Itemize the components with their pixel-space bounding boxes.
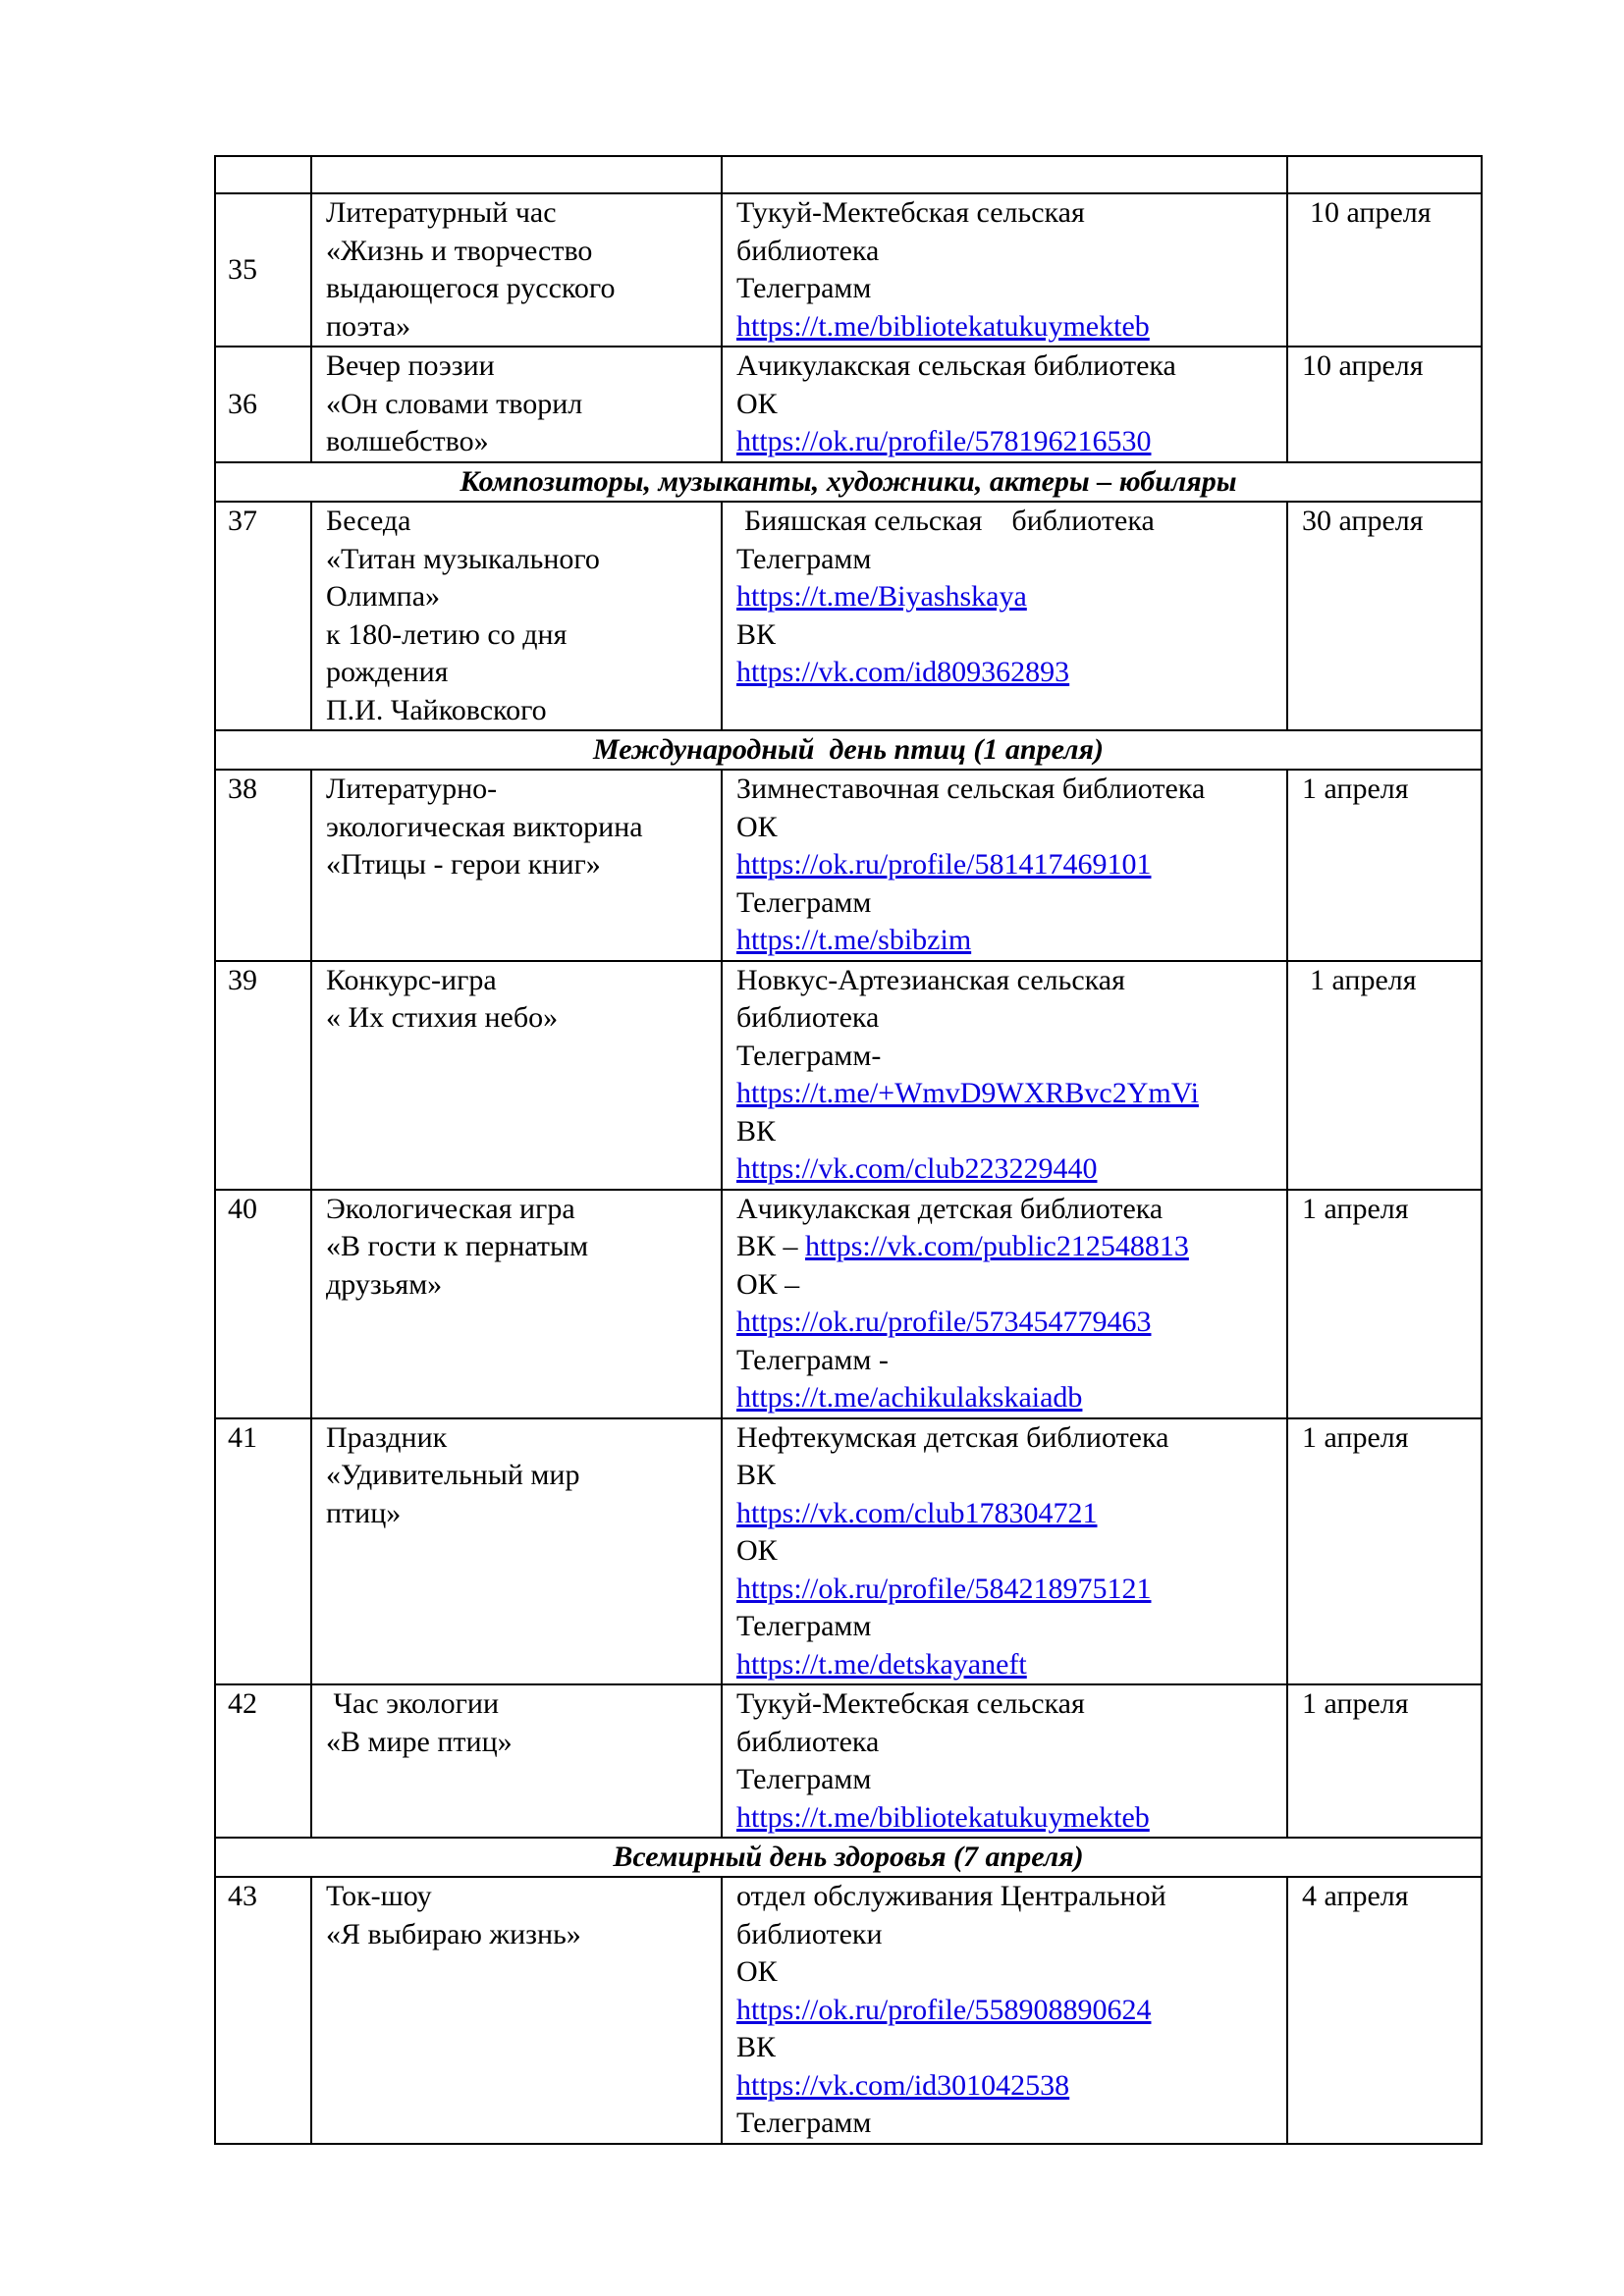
platform-label: ВК	[736, 2031, 777, 2063]
library-name: Нефтекумская детская библиотека	[736, 1420, 1169, 1454]
section-row	[215, 1838, 1482, 1877]
event-title-line: Праздник	[326, 1420, 448, 1454]
row-number: 39	[215, 961, 311, 1190]
platform-label: Телеграмм	[736, 2107, 872, 2139]
table-row	[215, 1418, 1482, 1685]
row-number: 36	[215, 347, 311, 462]
event-title-line: Конкурс-игра	[326, 963, 497, 996]
section-row	[215, 730, 1482, 770]
event-place-cell	[722, 193, 1287, 347]
library-name: библиотеки	[736, 1917, 883, 1950]
event-title-line: «Я выбираю жизнь»	[326, 1917, 581, 1950]
event-title-line: П.И. Чайковского	[326, 693, 547, 726]
platform-label: ВК	[736, 617, 777, 651]
telegram-link[interactable]: https://t.me/sbibzim	[736, 924, 972, 956]
section-heading: Всемирный день здоровья (7 апреля)	[215, 1838, 1482, 1877]
event-title-cell	[311, 347, 722, 462]
event-title-cell	[311, 193, 722, 347]
event-title-line: друзьям»	[326, 1267, 443, 1301]
telegram-link[interactable]: https://t.me/+WmvD9WXRBvc2YmVi	[736, 1077, 1199, 1109]
telegram-link[interactable]: https://t.me/Biyashskaya	[736, 580, 1027, 613]
event-title-line: экологическая викторина	[326, 810, 643, 843]
platform-label: Телеграмм -	[736, 1343, 889, 1376]
vk-link[interactable]: https://vk.com/public212548813	[805, 1230, 1189, 1262]
ok-link[interactable]: https://ok.ru/profile/581417469101	[736, 848, 1152, 881]
event-title-cell	[311, 1877, 722, 2144]
event-title-cell	[311, 1684, 722, 1838]
table-row	[215, 193, 1482, 347]
ok-link[interactable]: https://ok.ru/profile/573454779463	[736, 1306, 1152, 1338]
header-cell	[215, 156, 311, 193]
event-date: 1 апреля	[1287, 770, 1482, 961]
telegram-link[interactable]: https://t.me/achikulakskaiadb	[736, 1381, 1083, 1414]
telegram-link[interactable]: https://t.me/bibliotekatukuymekteb	[736, 309, 1150, 343]
event-title-line: рождения	[326, 656, 449, 688]
event-title-line: Литературный час	[326, 196, 557, 229]
platform-label: Телеграмм	[736, 1763, 872, 1795]
event-date: 1 апреля	[1287, 961, 1482, 1190]
row-number: 35	[215, 193, 311, 347]
vk-link[interactable]: https://vk.com/id809362893	[736, 656, 1070, 688]
event-title-line: выдающегося русского	[326, 272, 616, 304]
platform-label: Телеграмм	[736, 885, 872, 919]
event-date: 10 апреля	[1287, 347, 1482, 462]
vk-link[interactable]: https://vk.com/club178304721	[736, 1496, 1098, 1529]
platform-label: ОК	[736, 1534, 778, 1567]
event-title-line: Беседа	[326, 505, 411, 537]
table-row	[215, 1877, 1482, 2144]
telegram-link[interactable]: https://t.me/detskayaneft	[736, 1647, 1027, 1681]
library-name: Зимнеставочная сельская библиотека	[736, 773, 1206, 805]
platform-label: ВК –	[736, 1230, 806, 1262]
platform-label: ВК	[736, 1459, 777, 1491]
event-date: 30 апреля	[1287, 502, 1482, 730]
event-title-line: Ток-шоу	[326, 1880, 432, 1912]
library-name: Ачикулакская сельская библиотека	[736, 349, 1176, 382]
row-number: 41	[215, 1418, 311, 1685]
table-row	[215, 502, 1482, 730]
event-title-line: «Удивительный мир	[326, 1459, 580, 1491]
platform-label: ОК	[736, 1955, 778, 1988]
event-date: 1 апреля	[1287, 1418, 1482, 1685]
event-title-line: «Птицы - герои книг»	[326, 848, 601, 881]
event-place-cell	[722, 1684, 1287, 1838]
table-row	[215, 770, 1482, 961]
row-number: 40	[215, 1190, 311, 1418]
library-name: Бияшская сельская библиотека	[744, 505, 1155, 537]
ok-link[interactable]: https://ok.ru/profile/584218975121	[736, 1572, 1152, 1605]
platform-label: Телеграмм	[736, 542, 872, 575]
events-table	[214, 155, 1483, 2145]
vk-link[interactable]: https://vk.com/club223229440	[736, 1152, 1098, 1185]
library-name: библиотека	[736, 1725, 880, 1758]
event-title-line: Экологическая игра	[326, 1192, 575, 1225]
table-row	[215, 1684, 1482, 1838]
event-place-cell	[722, 1190, 1287, 1418]
table-header-row	[215, 156, 1482, 193]
platform-label: Телеграмм-	[736, 1039, 882, 1072]
row-number: 37	[215, 502, 311, 730]
section-row	[215, 462, 1482, 502]
event-title-line: Час экологии	[326, 1687, 500, 1720]
event-title-line: птиц»	[326, 1496, 402, 1529]
section-heading: Композиторы, музыканты, художники, актеры – юбиляры	[215, 462, 1482, 502]
event-place-cell	[722, 1877, 1287, 2144]
library-name: библиотека	[736, 1001, 880, 1034]
telegram-link[interactable]: https://t.me/bibliotekatukuymekteb	[736, 1800, 1150, 1834]
event-title-line: «В гости к пернатым	[326, 1230, 589, 1262]
platform-label: Телеграмм	[736, 272, 872, 304]
ok-link[interactable]: https://ok.ru/profile/578196216530	[736, 425, 1152, 457]
event-place-cell	[722, 961, 1287, 1190]
platform-label: ВК	[736, 1114, 777, 1148]
row-number: 43	[215, 1877, 311, 2144]
vk-link[interactable]: https://vk.com/id301042538	[736, 2068, 1070, 2102]
event-title-line: Олимпа»	[326, 580, 441, 613]
library-name: библиотека	[736, 234, 880, 267]
event-place-cell	[722, 1418, 1287, 1685]
platform-label: ОК	[736, 387, 778, 420]
event-date: 1 апреля	[1287, 1190, 1482, 1418]
library-name: отдел обслуживания Центральной	[736, 1880, 1166, 1912]
event-title-line: поэта»	[326, 309, 411, 343]
table-row	[215, 1190, 1482, 1418]
event-title-cell	[311, 1190, 722, 1418]
header-cell	[722, 156, 1287, 193]
event-title-line: «Жизнь и творчество	[326, 234, 593, 267]
library-name: Ачикулакская детская библиотека	[736, 1192, 1164, 1225]
ok-link[interactable]: https://ok.ru/profile/558908890624	[736, 1993, 1152, 2026]
event-place-cell	[722, 770, 1287, 961]
event-title-cell	[311, 502, 722, 730]
event-date: 10 апреля	[1287, 193, 1482, 347]
event-title-line: Литературно-	[326, 773, 498, 805]
row-number: 42	[215, 1684, 311, 1838]
event-title-cell	[311, 1418, 722, 1685]
event-title-line: волшебство»	[326, 425, 489, 457]
table-row	[215, 961, 1482, 1190]
library-name: Тукуй-Мектебская сельская	[736, 1687, 1085, 1720]
library-name: Тукуй-Мектебская сельская	[736, 196, 1085, 229]
event-title-line: «Титан музыкального	[326, 542, 600, 575]
event-place-cell	[722, 347, 1287, 462]
event-title-cell	[311, 961, 722, 1190]
event-date: 4 апреля	[1287, 1877, 1482, 2144]
event-title-line: «Он словами творил	[326, 387, 583, 420]
event-title-line: Вечер поэзии	[326, 349, 495, 382]
event-title-line: «В мире птиц»	[326, 1725, 513, 1758]
table-row	[215, 347, 1482, 462]
header-cell	[1287, 156, 1482, 193]
event-title-line: « Их стихия небо»	[326, 1001, 559, 1034]
platform-label: ОК	[736, 810, 778, 843]
event-date: 1 апреля	[1287, 1684, 1482, 1838]
section-heading: Международный день птиц (1 апреля)	[215, 730, 1482, 770]
event-place-cell	[722, 502, 1287, 730]
library-name: Новкус-Артезианская сельская	[736, 963, 1125, 996]
event-title-cell	[311, 770, 722, 961]
header-cell	[311, 156, 722, 193]
platform-label: Телеграмм	[736, 1610, 872, 1642]
row-number: 38	[215, 770, 311, 961]
platform-label: ОК –	[736, 1267, 800, 1301]
event-title-line: к 180-летию со дня	[326, 617, 568, 651]
